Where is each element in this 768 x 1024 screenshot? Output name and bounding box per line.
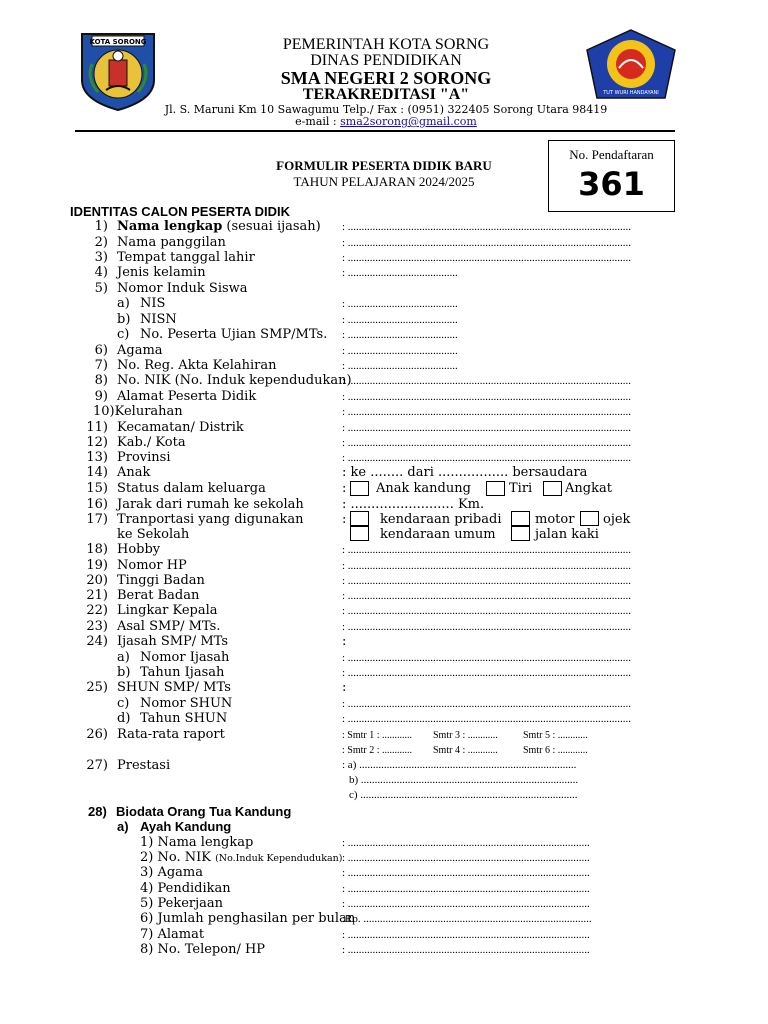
field-input-semester-3[interactable]: Smtr 3 : ............ (433, 730, 498, 741)
header-divider (75, 130, 675, 132)
field-input-semester-4[interactable]: Smtr 4 : ............ (433, 745, 498, 756)
field-number: 15) (86, 481, 108, 496)
field-label-shun: SHUN SMP/ MTs (117, 680, 231, 695)
field-number: 9) (94, 389, 108, 404)
field-number: 3) (94, 250, 108, 265)
field-label-exam-number: No. Peserta Ujian SMP/MTs. (140, 327, 328, 342)
field-number: 1) (94, 219, 108, 234)
colon: : (342, 512, 347, 527)
parent-label-education: 4) Pendidikan (140, 881, 231, 896)
parent-label-name: 1) Nama lengkap (140, 835, 254, 850)
option-adopted-child: Angkat (565, 481, 612, 496)
section-identity-title: IDENTITAS CALON PESERTA DIDIK (70, 204, 291, 219)
parent-input-phone[interactable]: : ........................................................................................ (342, 944, 590, 956)
email-line (136, 115, 636, 128)
field-label-full-name-note: (sesuai ijasah) (222, 219, 321, 234)
parent-label-phone: 8) No. Telepon/ HP (140, 942, 266, 957)
field-number: 11) (86, 420, 108, 435)
colon: : (342, 680, 347, 695)
field-number: 24) (86, 634, 108, 649)
field-input-birth-cert[interactable]: : ........................................ (342, 360, 458, 372)
checkbox-adopted-child[interactable] (543, 481, 562, 496)
field-label-height: Tinggi Badan (117, 573, 205, 588)
checkbox-motorbike[interactable] (511, 511, 530, 526)
parent-input-education[interactable]: : ........................................................................................ (342, 883, 590, 895)
field-input-semester-2[interactable]: : Smtr 2 : ............ (342, 745, 413, 756)
field-input-nik[interactable]: : ....................................................................................................... (342, 375, 632, 387)
field-input-achievement-a[interactable]: : a) ............................................................................... (342, 759, 577, 771)
field-number: 23) (86, 619, 108, 634)
field-number: 14) (86, 465, 108, 480)
field-number: 18) (86, 542, 108, 557)
parent-input-religion[interactable]: : ........................................................................................ (342, 867, 590, 879)
field-input-semester-1[interactable]: : Smtr 1 : ............ (342, 730, 413, 741)
field-number: 13) (86, 450, 108, 465)
field-input-child-order[interactable]: : ke ........ dari ................. bersaudara (342, 465, 588, 480)
field-number: 5) (94, 281, 108, 296)
field-label-transport-cont: ke Sekolah (117, 527, 190, 542)
svg-text:KOTA SORONG: KOTA SORONG (89, 38, 147, 46)
field-label-full-name (117, 219, 321, 234)
field-input-nickname[interactable]: : ....................................................................................................... (342, 237, 632, 249)
sub-number: a) (117, 650, 130, 665)
field-label-student-number: Nomor Induk Siswa (117, 281, 248, 296)
field-label-gender: Jenis kelamin (117, 265, 206, 280)
section-parents-title: Biodata Orang Tua Kandung (116, 804, 292, 819)
email-label: e-mail : (295, 115, 341, 128)
field-number: 26) (86, 727, 108, 742)
subsection-father-title: Ayah Kandung (140, 819, 232, 834)
field-label-nickname: Nama panggilan (117, 235, 226, 250)
field-number: 22) (86, 603, 108, 618)
field-input-nis[interactable]: : ........................................ (342, 298, 458, 310)
field-label-previous-school: Asal SMP/ MTs. (117, 619, 221, 634)
option-private-vehicle: kendaraan pribadi (380, 512, 502, 527)
parent-label-nik-main: 2) No. NIK (140, 850, 216, 865)
field-number: 2) (94, 235, 108, 250)
department-name: DINAS PENDIDIKAN (310, 52, 462, 69)
field-input-city[interactable]: : ....................................................................................................... (342, 437, 632, 449)
field-label-birth: Tempat tanggal lahir (117, 250, 255, 265)
checkbox-biological-child[interactable] (350, 481, 369, 496)
checkbox-private-vehicle[interactable] (350, 511, 369, 526)
field-label-transport: Tranportasi yang digunakan (117, 512, 304, 527)
field-input-distance[interactable]: : ......................... Km. (342, 497, 485, 512)
field-input-full-name[interactable]: : ....................................................................................................... (342, 221, 632, 233)
field-label-nik: No. NIK (No. Induk kependudukan) (117, 373, 352, 388)
field-input-kelurahan[interactable]: : ....................................................................................................... (342, 406, 632, 418)
option-walking: jalan kaki (535, 527, 599, 542)
parent-input-name[interactable]: : ........................................................................................ (342, 837, 590, 849)
field-label-shun-number: Nomor SHUN (140, 696, 233, 711)
registration-number: 361 (578, 165, 645, 203)
field-label-nisn: NISN (140, 312, 177, 327)
field-input-province[interactable]: : ....................................................................................................... (342, 452, 632, 464)
colon: : (342, 634, 347, 649)
field-input-head-circumference[interactable]: : ....................................................................................................... (342, 605, 632, 617)
field-label-head-circumference: Lingkar Kepala (117, 603, 218, 618)
field-input-shun-number[interactable]: : ....................................................................................................... (342, 698, 632, 710)
checkbox-public-vehicle[interactable] (350, 526, 369, 541)
accreditation: TERAKREDITASI "A" (302, 86, 470, 103)
field-label-religion: Agama (117, 343, 163, 358)
checkbox-walking[interactable] (511, 526, 530, 541)
field-input-exam-number[interactable]: : ........................................ (342, 329, 458, 341)
parent-label-occupation: 5) Pekerjaan (140, 896, 224, 911)
field-input-previous-school[interactable]: : ....................................................................................................... (342, 621, 632, 633)
option-motorbike: motor (535, 512, 575, 527)
parent-label-religion: 3) Agama (140, 865, 204, 880)
field-label-distance: Jarak dari rumah ke sekolah (117, 497, 304, 512)
parent-input-income[interactable]: :Rp. ................................................................................... (342, 913, 592, 925)
field-label-hobby: Hobby (117, 542, 161, 557)
field-number: 21) (86, 588, 108, 603)
email-link[interactable]: sma2sorong@gmail.com (340, 115, 477, 128)
sub-number: c) (117, 696, 130, 711)
field-label-diploma: Ijasah SMP/ MTs (117, 634, 229, 649)
field-label-shun-year: Tahun SHUN (140, 711, 228, 726)
field-input-height[interactable]: : ....................................................................................................... (342, 575, 632, 587)
field-number: 12) (86, 435, 108, 450)
colon: : (342, 481, 347, 496)
checkbox-ojek[interactable] (580, 511, 599, 526)
field-input-shun-year[interactable]: : ....................................................................................................... (342, 713, 632, 725)
field-number: 19) (86, 558, 108, 573)
checkbox-step-child[interactable] (486, 481, 505, 496)
field-label-city: Kab./ Kota (117, 435, 186, 450)
field-input-address[interactable]: : ....................................................................................................... (342, 391, 632, 403)
field-label-address: Alamat Peserta Didik (117, 389, 257, 404)
field-label-province: Provinsi (117, 450, 171, 465)
parent-label-income: 6) Jumlah penghasilan per bulan (140, 911, 356, 926)
field-input-phone[interactable]: : ....................................................................................................... (342, 560, 632, 572)
field-input-hobby[interactable]: : ....................................................................................................... (342, 544, 632, 556)
subsection-father-number: a) (117, 819, 129, 834)
field-label-report-average: Rata-rata raport (117, 727, 225, 742)
field-input-semester-5[interactable]: Smtr 5 : ............ (523, 730, 588, 741)
field-label-diploma-number: Nomor Ijasah (140, 650, 230, 665)
field-input-diploma-number[interactable]: : ....................................................................................................... (342, 652, 632, 664)
field-input-district[interactable]: : ....................................................................................................... (342, 422, 632, 434)
parent-label-nik (140, 850, 342, 865)
option-ojek: ojek (603, 512, 631, 527)
field-input-diploma-year[interactable]: : ....................................................................................................... (342, 667, 632, 679)
field-label-nis: NIS (140, 296, 166, 311)
parent-input-occupation[interactable]: : ........................................................................................ (342, 898, 590, 910)
field-input-achievement-c[interactable]: c) ............................................................................... (349, 789, 578, 801)
kota-sorong-logo (76, 30, 160, 112)
form-year: TAHUN PELAJARAN 2024/2025 (293, 174, 475, 189)
field-number: 27) (86, 758, 108, 773)
government-name: PEMERINTAH KOTA SORNG (282, 36, 490, 53)
field-input-birth[interactable]: : ....................................................................................................... (342, 252, 632, 264)
sub-number: b) (117, 312, 131, 327)
field-input-weight[interactable]: : ....................................................................................................... (342, 590, 632, 602)
field-number: 6) (94, 343, 108, 358)
field-number: 20) (86, 573, 108, 588)
sub-number: a) (117, 296, 130, 311)
field-label-weight: Berat Badan (117, 588, 200, 603)
registration-label: No. Pendaftaran (569, 147, 654, 162)
field-number: 17) (86, 512, 108, 527)
field-number: 16) (86, 497, 108, 512)
svg-text:TUT WURI HANDAYANI: TUT WURI HANDAYANI (603, 90, 659, 96)
field-label-district: Kecamatan/ Distrik (117, 420, 244, 435)
parent-label-address: 7) Alamat (140, 927, 205, 942)
field-number: 4) (94, 265, 108, 280)
option-public-vehicle: kendaraan umum (380, 527, 496, 542)
registration-box (548, 140, 675, 212)
tut-wuri-handayani-logo (585, 28, 677, 104)
field-label-full-name-bold: Nama lengkap (117, 219, 223, 234)
field-label-kelurahan: 10)Kelurahan (93, 404, 183, 419)
sub-number: b) (117, 665, 131, 680)
field-number: 8) (94, 373, 108, 388)
field-number: 25) (86, 680, 108, 695)
field-number: 7) (94, 358, 108, 373)
form-title: FORMULIR PESERTA DIDIK BARU (276, 158, 492, 173)
option-biological-child: Anak kandung (376, 481, 471, 496)
sub-number: c) (117, 327, 130, 342)
parent-label-nik-note: (No.Induk Kependudukan) (215, 853, 343, 864)
option-step-child: Tiri (509, 481, 533, 496)
field-input-nisn[interactable]: : ........................................ (342, 314, 458, 326)
field-label-phone: Nomor HP (117, 558, 187, 573)
school-address: Jl. S. Maruni Km 10 Sawagumu Telp./ Fax : (0951) 322405 Sorong Utara 98419 (164, 103, 608, 116)
field-input-achievement-b[interactable]: b) ............................................................................... (349, 774, 579, 786)
school-name: SMA NEGERI 2 SORONG (280, 68, 492, 88)
field-input-semester-6[interactable]: Smtr 6 : ............ (523, 745, 588, 756)
parent-input-nik[interactable]: : ........................................................................................ (342, 852, 590, 864)
field-input-gender[interactable]: : ........................................ (342, 267, 458, 279)
field-label-achievements: Prestasi (117, 758, 171, 773)
field-label-child: Anak (117, 465, 151, 480)
field-label-diploma-year: Tahun Ijasah (140, 665, 225, 680)
section-parents-number: 28) (88, 804, 107, 819)
field-label-birth-cert: No. Reg. Akta Kelahiran (117, 358, 277, 373)
parent-input-address[interactable]: : ........................................................................................ (342, 929, 590, 941)
sub-number: d) (117, 711, 131, 726)
field-label-family-status: Status dalam keluarga (117, 481, 266, 496)
field-input-religion[interactable]: : ........................................ (342, 345, 458, 357)
